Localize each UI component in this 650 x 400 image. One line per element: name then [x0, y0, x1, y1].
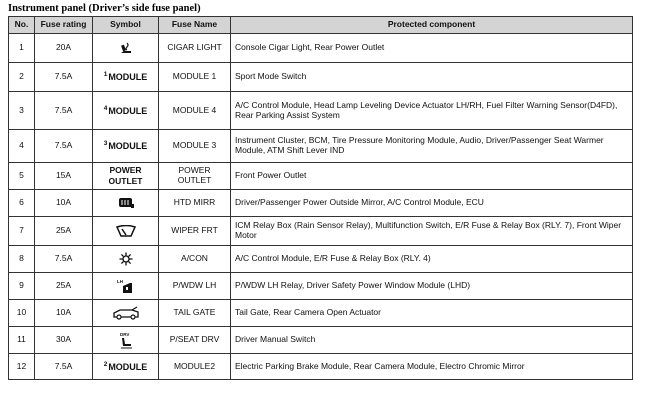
symbol-superscript: 2: [103, 360, 108, 368]
symbol-superscript: 4: [103, 104, 108, 112]
table-row: [9, 354, 633, 380]
cell-no: 5: [9, 163, 35, 190]
cell-symbol: [93, 246, 159, 273]
cell-protected-component: A/C Control Module, E/R Fuse & Relay Box (RLY. 4): [231, 246, 633, 273]
header-fuse-rating: Fuse rating: [35, 17, 93, 34]
svg-text:DRV: DRV: [119, 332, 129, 337]
heated-mirror-icon: [117, 196, 135, 210]
cell-symbol: [93, 273, 159, 300]
cell-fuse-rating: 7.5A: [35, 246, 93, 273]
cell-symbol: [93, 327, 159, 354]
cell-symbol: [93, 163, 159, 190]
table-row: [9, 63, 633, 92]
cell-fuse-rating: 7.5A: [35, 354, 93, 380]
cell-no: 8: [9, 246, 35, 273]
front-wiper-icon: [116, 225, 136, 237]
power-window-lh-icon: [116, 278, 136, 294]
cell-fuse-rating: 10A: [35, 300, 93, 327]
cell-no: 11: [9, 327, 35, 354]
table-header: [9, 17, 633, 34]
cell-fuse-name: CIGAR LIGHT: [159, 34, 231, 63]
symbol-text: MODULE: [108, 141, 148, 152]
cell-protected-component: Electric Parking Brake Module, Rear Camera Module, Electro Chromic Mirror: [231, 354, 633, 380]
cell-fuse-rating: 25A: [35, 217, 93, 246]
symbol-text: POWER OUTLET: [108, 165, 143, 186]
symbol-text: MODULE: [108, 361, 148, 372]
cell-fuse-rating: 15A: [35, 163, 93, 190]
fuse-table: [8, 16, 633, 380]
table-row: [9, 34, 633, 63]
cell-protected-component: A/C Control Module, Head Lamp Leveling Device Actuator LH/RH, Fuel Filter Warning Sensor(D4FD), Rear Parking Assist System: [231, 92, 633, 130]
cell-fuse-name: MODULE 3: [159, 130, 231, 163]
cell-protected-component: ICM Relay Box (Rain Sensor Relay), Multifunction Switch, E/R Fuse & Relay Box (RLY. 7), Front Wiper Motor: [231, 217, 633, 246]
cell-fuse-name: P/SEAT DRV: [159, 327, 231, 354]
cell-symbol: [93, 130, 159, 163]
table-row: [9, 217, 633, 246]
cell-fuse-rating: 7.5A: [35, 92, 93, 130]
symbol-superscript: 1: [103, 71, 108, 79]
cell-symbol: [93, 92, 159, 130]
cell-no: 10: [9, 300, 35, 327]
cell-symbol: [93, 300, 159, 327]
header-no: No.: [9, 17, 35, 34]
cell-protected-component: Instrument Cluster, BCM, Tire Pressure Monitoring Module, Audio, Driver/Passenger Seat Warmer Module, ATM Shift Lever IND: [231, 130, 633, 163]
air-conditioner-icon: [119, 252, 133, 266]
header-row: [9, 17, 633, 34]
cell-no: 4: [9, 130, 35, 163]
table-body: [9, 34, 633, 380]
cell-fuse-name: MODULE 4: [159, 92, 231, 130]
cell-symbol: [93, 190, 159, 217]
header-symbol: Symbol: [93, 17, 159, 34]
symbol-text: MODULE: [108, 105, 148, 116]
table-row: [9, 273, 633, 300]
cell-no: 1: [9, 34, 35, 63]
tailgate-icon: [112, 306, 140, 320]
cell-fuse-name: WIPER FRT: [159, 217, 231, 246]
cell-no: 9: [9, 273, 35, 300]
cell-protected-component: Console Cigar Light, Rear Power Outlet: [231, 34, 633, 63]
cell-protected-component: Tail Gate, Rear Camera Open Actuator: [231, 300, 633, 327]
cell-symbol: [93, 217, 159, 246]
cell-symbol: [93, 63, 159, 92]
cell-symbol: [93, 354, 159, 380]
cell-fuse-rating: 25A: [35, 273, 93, 300]
symbol-superscript: 3: [103, 140, 108, 148]
table-row: [9, 190, 633, 217]
table-row: [9, 130, 633, 163]
cigar-lighter-icon: [118, 40, 134, 56]
cell-no: 7: [9, 217, 35, 246]
table-caption: Instrument panel (Driver’s side fuse panel): [8, 3, 201, 14]
cell-fuse-name: MODULE 1: [159, 63, 231, 92]
header-fuse-name: Fuse Name: [159, 17, 231, 34]
cell-no: 3: [9, 92, 35, 130]
cell-fuse-name: TAIL GATE: [159, 300, 231, 327]
cell-protected-component: Sport Mode Switch: [231, 63, 633, 92]
cell-fuse-rating: 7.5A: [35, 130, 93, 163]
table-row: [9, 92, 633, 130]
table-row: [9, 246, 633, 273]
cell-no: 12: [9, 354, 35, 380]
cell-no: 6: [9, 190, 35, 217]
cell-protected-component: P/WDW LH Relay, Driver Safety Power Window Module (LHD): [231, 273, 633, 300]
cell-fuse-rating: 7.5A: [35, 63, 93, 92]
cell-no: 2: [9, 63, 35, 92]
power-seat-drv-icon: [116, 331, 136, 349]
table-row: [9, 327, 633, 354]
cell-fuse-rating: 30A: [35, 327, 93, 354]
cell-fuse-name: POWER OUTLET: [159, 163, 231, 190]
cell-protected-component: Front Power Outlet: [231, 163, 633, 190]
table-row: [9, 300, 633, 327]
cell-fuse-name: MODULE2: [159, 354, 231, 380]
svg-text:LH: LH: [116, 279, 123, 284]
cell-fuse-name: HTD MIRR: [159, 190, 231, 217]
header-protected-component: Protected component: [231, 17, 633, 34]
cell-fuse-rating: 20A: [35, 34, 93, 63]
table-row: [9, 163, 633, 190]
cell-symbol: [93, 34, 159, 63]
cell-fuse-name: P/WDW LH: [159, 273, 231, 300]
cell-fuse-rating: 10A: [35, 190, 93, 217]
cell-protected-component: Driver Manual Switch: [231, 327, 633, 354]
cell-fuse-name: A/CON: [159, 246, 231, 273]
symbol-text: MODULE: [108, 72, 148, 83]
cell-protected-component: Driver/Passenger Power Outside Mirror, A/C Control Module, ECU: [231, 190, 633, 217]
